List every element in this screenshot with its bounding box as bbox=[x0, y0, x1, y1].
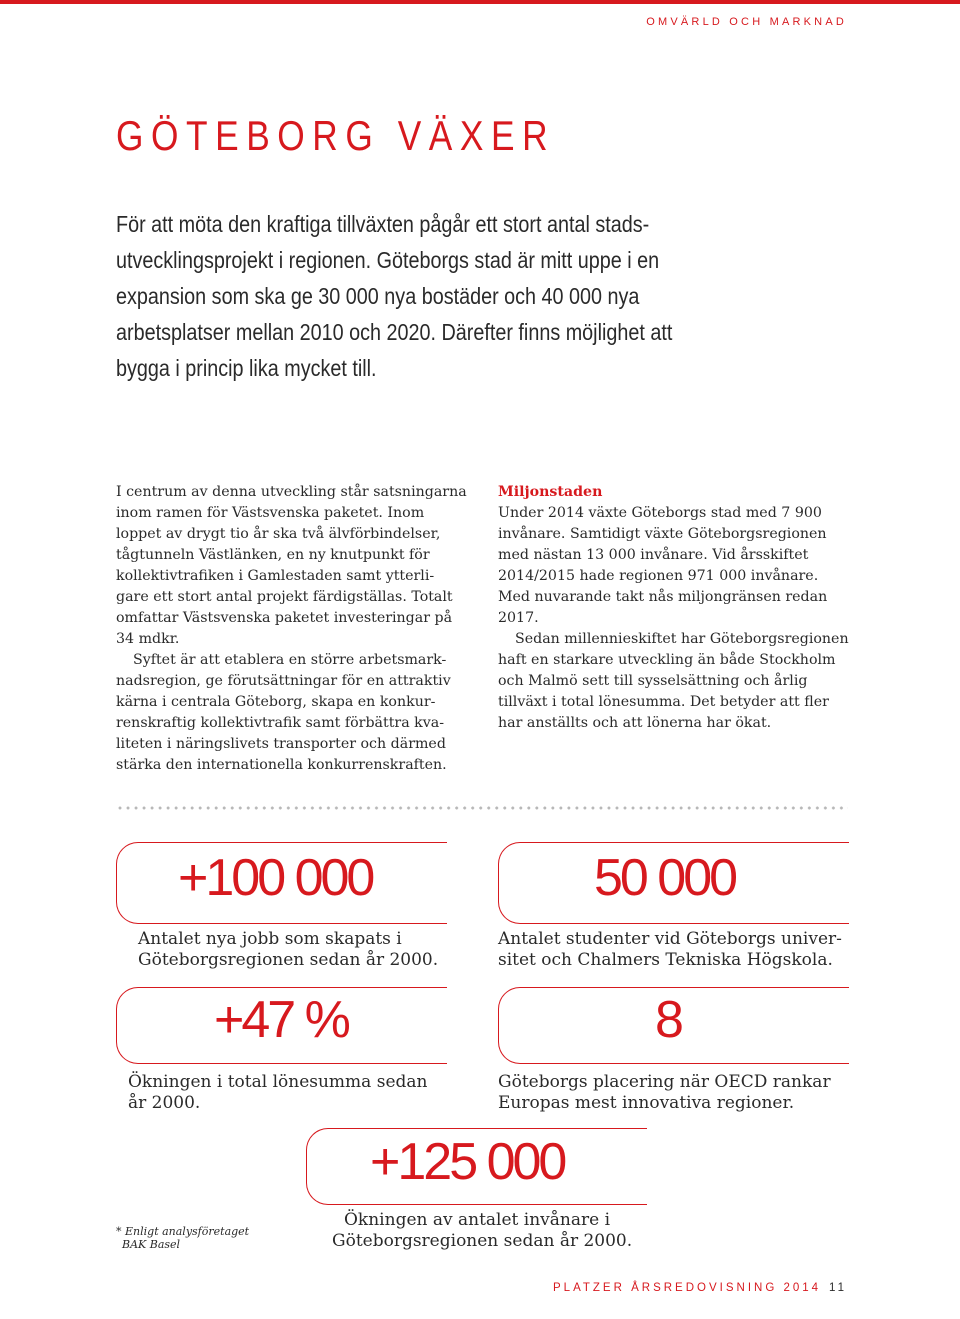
body-line: omfattar Västsvenska paketet investeringar på bbox=[116, 610, 453, 626]
stat-caption bbox=[332, 1210, 632, 1252]
lead-line: utvecklingsprojekt i regionen. Göteborgs stad är mitt uppe i en bbox=[116, 247, 660, 273]
body-column-left bbox=[116, 482, 466, 776]
stat-caption-line: Göteborgsregionen sedan år 2000. bbox=[332, 1231, 633, 1251]
body-line: renskraftig kollektivtrafik samt förbättra kva- bbox=[116, 715, 445, 731]
dotted-divider bbox=[116, 806, 848, 810]
body-line: tillväxt i total lönesumma. Det betyder att fler bbox=[498, 694, 829, 710]
body-paragraph bbox=[116, 650, 466, 776]
footnote bbox=[116, 1225, 249, 1251]
stat-caption bbox=[498, 929, 842, 971]
body-line: inom ramen för Västsvenska paketet. Inom bbox=[116, 505, 425, 521]
stat-caption-line: Antalet studenter vid Göteborgs univer- bbox=[498, 929, 842, 949]
body-line: nadsregion, ge förutsättningar för en attraktiv bbox=[116, 673, 451, 689]
body-paragraph bbox=[116, 482, 466, 650]
stat-value: +47 % bbox=[214, 991, 348, 1049]
body-line: tågtunneln Västlänken, en ny knutpunkt för bbox=[116, 547, 430, 563]
body-line: med nästan 13 000 invånare. Vid årsskiftet bbox=[498, 547, 809, 563]
stat-caption-line: Göteborgsregionen sedan år 2000. bbox=[138, 950, 439, 970]
body-line: invånare. Samtidigt växte Göteborgsregionen bbox=[498, 526, 827, 542]
stat-caption-line: Antalet nya jobb som skapats i bbox=[138, 929, 402, 949]
stat-caption bbox=[138, 929, 438, 971]
lead-paragraph bbox=[116, 206, 763, 386]
stat-caption-line: Ökningen av antalet invånare i bbox=[344, 1210, 611, 1230]
body-line: Sedan millennieskiftet har Göteborgsregionen bbox=[515, 631, 849, 647]
stat-caption-line: år 2000. bbox=[128, 1093, 201, 1113]
body-line: loppet av drygt tio år ska två älvförbindelser, bbox=[116, 526, 441, 542]
top-accent-bar bbox=[0, 0, 960, 4]
body-line: kärna i centrala Göteborg, skapa en konkur- bbox=[116, 694, 436, 710]
body-line: kollektivtrafiken i Gamlestaden samt ytterli- bbox=[116, 568, 435, 584]
body-line: gare ett stort antal projekt färdigställas. Totalt bbox=[116, 589, 453, 605]
body-line: 34 mdkr. bbox=[116, 631, 180, 647]
body-column-right bbox=[498, 482, 848, 734]
stat-caption-line: sitet och Chalmers Tekniska Högskola. bbox=[498, 950, 833, 970]
body-line: Med nuvarande takt nås miljongränsen redan bbox=[498, 589, 828, 605]
body-line: haft en starkare utveckling än både Stockholm bbox=[498, 652, 836, 668]
body-line: har anställts och att lönerna har ökat. bbox=[498, 715, 772, 731]
body-line: Syftet är att etablera en större arbetsmark- bbox=[133, 652, 447, 668]
stat-caption-line: Ökningen i total lönesumma sedan bbox=[128, 1072, 428, 1092]
stat-caption-line: Göteborgs placering när OECD rankar bbox=[498, 1072, 831, 1092]
section-label: OMVÄRLD OCH MARKNAD bbox=[646, 16, 847, 28]
footnote-line: * Enligt analysföretaget bbox=[116, 1225, 250, 1238]
body-line: 2017. bbox=[498, 610, 539, 626]
stat-caption-line: Europas mest innovativa regioner. bbox=[498, 1093, 795, 1113]
stat-caption bbox=[128, 1072, 427, 1114]
stat-value: +125 000 bbox=[370, 1133, 565, 1191]
lead-line: För att möta den kraftiga tillväxten pågår ett stort antal stads- bbox=[116, 211, 650, 237]
column-heading: Miljonstaden bbox=[498, 484, 603, 500]
body-line: Under 2014 växte Göteborgs stad med 7 900 bbox=[498, 505, 822, 521]
page-number: 11 bbox=[829, 1282, 847, 1294]
body-paragraph bbox=[498, 629, 848, 734]
page-title: GÖTEBORG VÄXER bbox=[116, 112, 556, 159]
body-paragraph bbox=[498, 503, 848, 629]
footnote-line: BAK Basel bbox=[122, 1238, 181, 1251]
stat-value: +100 000 bbox=[178, 849, 373, 907]
stat-value: 50 000 bbox=[594, 849, 736, 907]
body-line: och Malmö sett till sysselsättning och årlig bbox=[498, 673, 808, 689]
body-line: liteten i näringslivets transporter och därmed bbox=[116, 736, 446, 752]
lead-line: expansion som ska ge 30 000 nya bostäder och 40 000 nya bbox=[116, 283, 640, 309]
body-line: I centrum av denna utveckling står satsningarna bbox=[116, 484, 467, 500]
stat-caption bbox=[498, 1072, 831, 1114]
body-line: 2014/2015 hade regionen 971 000 invånare. bbox=[498, 568, 819, 584]
stat-value: 8 bbox=[655, 991, 681, 1049]
footer-brand: PLATZER ÅRSREDOVISNING 2014 bbox=[553, 1282, 822, 1294]
lead-line: arbetsplatser mellan 2010 och 2020. Därefter finns möjlighet att bbox=[116, 319, 673, 345]
page-footer bbox=[553, 1282, 847, 1294]
body-line: stärka den internationella konkurrenskraften. bbox=[116, 757, 447, 773]
lead-line: bygga i princip lika mycket till. bbox=[116, 355, 377, 381]
